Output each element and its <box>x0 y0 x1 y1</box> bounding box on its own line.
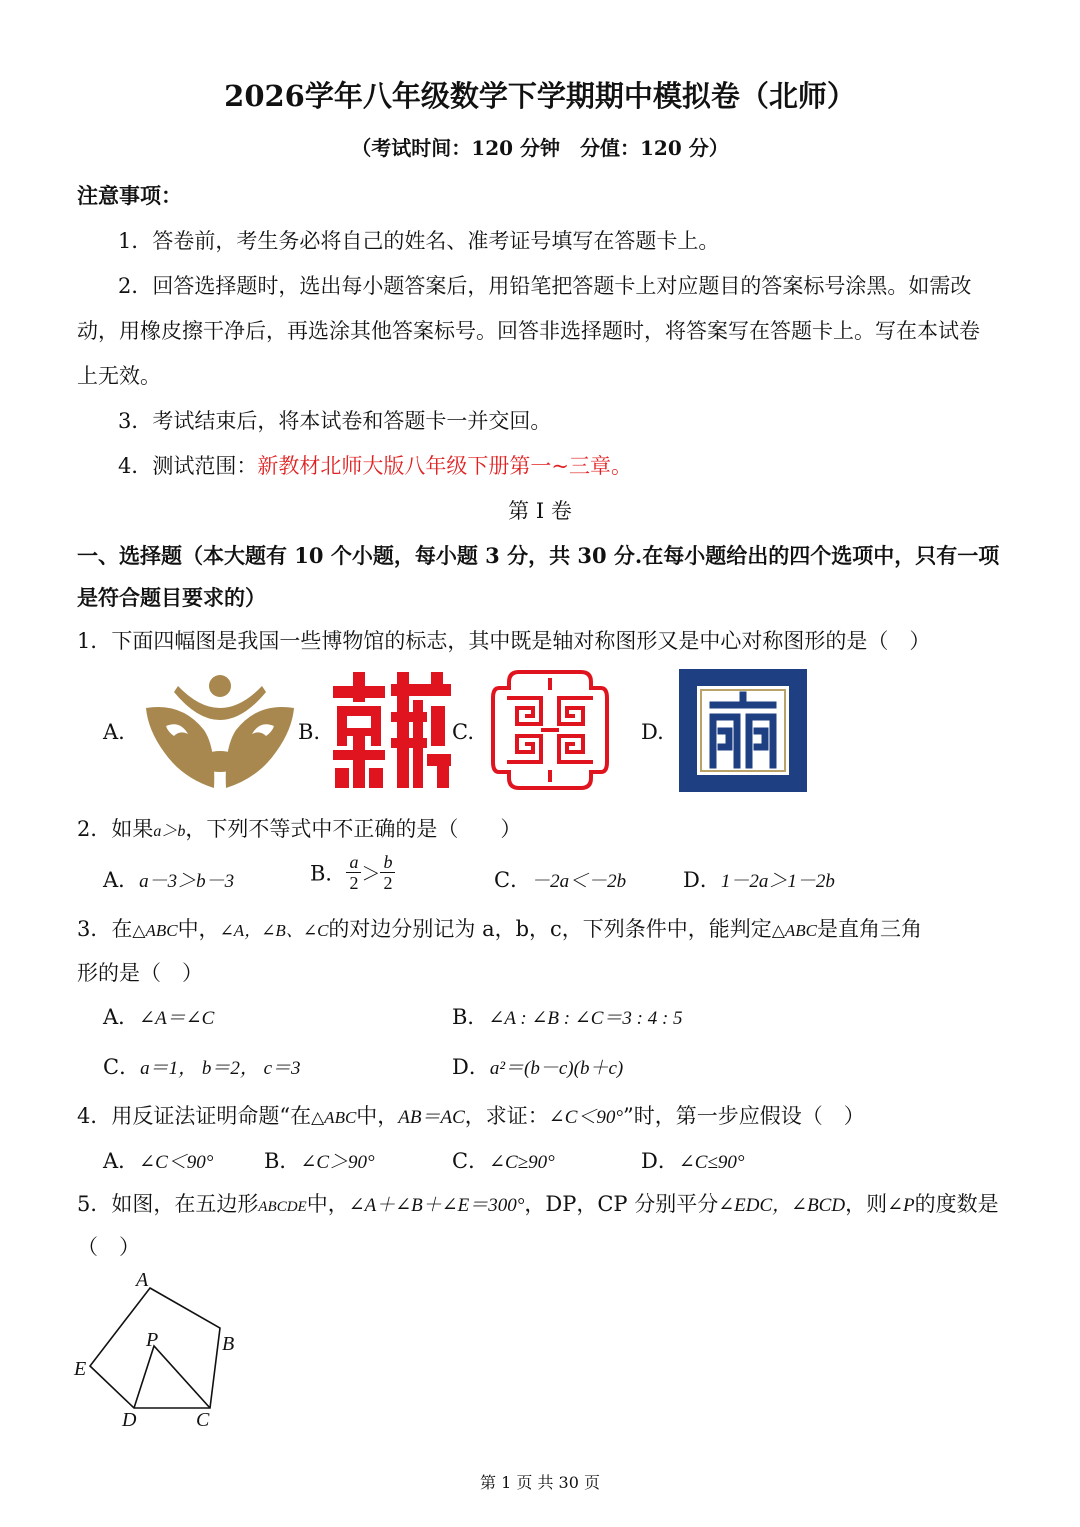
notice-item-2-line2: 动，用橡皮擦干净后，再选涂其他答案标号。回答非选择题时，将答案写在答题卡上。写在本试卷 <box>77 319 980 343</box>
notice-item-4 <box>118 450 632 480</box>
q4-part-d: ”时，第一步应假设（ ） <box>623 1104 865 1128</box>
q3-option-d-label: D． <box>452 1055 490 1079</box>
q2-frac-right-num: b <box>380 852 395 873</box>
q3-triangle: △ABC <box>132 921 178 940</box>
notice-item-3: 3．考试结束后，将本试卷和答题卡一并交回。 <box>118 409 552 433</box>
page-title: 2026学年八年级数学下学期期中模拟卷（北师） <box>224 79 856 113</box>
q4-option-a <box>103 1145 213 1175</box>
museum-logo-d <box>679 669 807 792</box>
q5-part-d: ，则 <box>845 1192 888 1216</box>
q4-triangle: △ABC <box>311 1108 357 1127</box>
q1-option-b-label: B. <box>298 720 321 744</box>
q2-prefix: 2．如果 <box>77 817 154 841</box>
q3-option-c-text: a＝1， b＝2， c＝3 <box>140 1058 301 1079</box>
q2-option-d <box>683 864 835 894</box>
q3-triangle-2: △ABC <box>771 921 817 940</box>
q3-option-b-label: B． <box>452 1005 489 1029</box>
q4-part-c: ，求证： <box>464 1104 549 1128</box>
q5-bisected-angles: ∠EDC，∠BCD <box>718 1195 846 1216</box>
q4-claim: ∠C＜90° <box>548 1107 623 1128</box>
q5-part-b: 中， <box>306 1192 349 1216</box>
page-footer: 第 1 页 共 30 页 <box>480 1473 600 1492</box>
q3-part-d: 是直角三角 <box>817 917 922 941</box>
question-1-stem: 1．下面四幅图是我国一些博物馆的标志，其中既是轴对称图形又是中心对称图形的是（ ） <box>77 629 931 653</box>
vertex-label-e: E <box>74 1358 87 1380</box>
q2-option-d-text: 1－2a＞1－2b <box>720 871 835 892</box>
q5-pentagon: ABCDE <box>258 1199 307 1215</box>
question-5-stem <box>77 1188 999 1218</box>
q4-option-d <box>641 1145 744 1175</box>
q2-option-d-label: D． <box>683 868 721 892</box>
q2-option-b-label: B． <box>310 861 347 886</box>
section-heading-line2: 是符合题目要求的） <box>77 585 266 610</box>
q2-suffix: ，下列不等式中不正确的是（ ） <box>185 817 522 841</box>
q2-option-c-label: C． <box>494 868 532 892</box>
q4-option-a-text: ∠C＜90° <box>139 1152 214 1173</box>
q5-part-a: 5．如图，在五边形 <box>77 1192 259 1216</box>
q1-option-d-label: D. <box>641 720 664 744</box>
vertex-label-p: P <box>146 1329 159 1351</box>
question-3-stem-line1 <box>77 913 922 943</box>
q4-option-b-text: ∠C＞90° <box>300 1152 375 1173</box>
q3-part-b: 中， <box>177 917 220 941</box>
q5-part-e: 的度数是 <box>914 1192 999 1216</box>
q4-option-b-label: B． <box>264 1149 301 1173</box>
vertex-label-a: A <box>136 1269 149 1291</box>
q4-option-c <box>452 1145 555 1175</box>
museum-logo-a <box>142 668 298 792</box>
q4-option-c-label: C． <box>452 1149 490 1173</box>
vertex-label-d: D <box>122 1409 137 1431</box>
museum-logo-b <box>333 672 451 788</box>
notice-item-4-prefix: 4．测试范围： <box>118 454 258 478</box>
museum-logo-c <box>489 668 611 792</box>
notice-item-2-line1: 2．回答选择题时，选出每小题答案后，用铅笔把答题卡上对应题目的答案标号涂黑。如需改 <box>118 274 972 298</box>
q3-option-a-label: A． <box>103 1005 140 1029</box>
q4-part-b: 中， <box>356 1104 399 1128</box>
q2-frac-left-den: 2 <box>349 873 359 893</box>
q5-angle-p: ∠P <box>887 1195 915 1216</box>
q2-frac-relation: ＞ <box>361 864 381 885</box>
q3-option-b-text: ∠A : ∠B : ∠C＝3 : 4 : 5 <box>488 1008 683 1029</box>
vertex-label-b: B <box>222 1333 235 1355</box>
volume-label: 第 I 卷 <box>508 499 572 523</box>
q2-option-c <box>494 864 626 894</box>
q3-angles: ∠A，∠B、∠C <box>219 921 329 940</box>
question-5-answer-paren: （ ） <box>77 1235 140 1259</box>
notice-item-2-line3: 上无效。 <box>77 364 161 388</box>
q2-condition: a＞b <box>153 823 186 840</box>
q4-option-d-label: D． <box>641 1149 679 1173</box>
test-scope: 新教材北师大版八年级下册第一~三章。 <box>257 454 632 478</box>
q2-frac-right <box>380 852 395 893</box>
q4-option-a-label: A． <box>103 1149 140 1173</box>
q3-option-c <box>103 1051 301 1081</box>
q1-option-c-label: C. <box>452 720 474 744</box>
q3-part-a: 3．在 <box>77 917 133 941</box>
q2-option-a <box>103 864 234 894</box>
q4-option-b <box>264 1145 375 1175</box>
vertex-label-c: C <box>196 1409 210 1431</box>
exam-info: （考试时间：120 分钟 分值：120 分） <box>351 136 729 160</box>
q3-option-a-text: ∠A＝∠C <box>139 1008 215 1029</box>
q3-option-a <box>103 1001 214 1031</box>
section-heading-line1: 一、选择题（本大题有 10 个小题，每小题 3 分，共 30 分.在每小题给出的四个选项中，只有一项 <box>77 543 1000 568</box>
q2-option-a-text: a－3＞b－3 <box>139 871 235 892</box>
q2-frac-left-num: a <box>346 852 361 873</box>
q3-option-d-text: a²＝(b－c)(b＋c) <box>489 1058 624 1079</box>
q2-frac-right-den: 2 <box>383 873 393 893</box>
question-4-stem <box>77 1100 865 1130</box>
notice-heading: 注意事项： <box>77 183 182 208</box>
q4-condition: AB＝AC <box>398 1107 465 1128</box>
q3-option-c-label: C． <box>103 1055 141 1079</box>
q2-frac-left <box>346 852 361 893</box>
q4-part-a: 4．用反证法证明命题“在 <box>77 1104 312 1128</box>
q3-part-c: 的对边分别记为 a，b，c，下列条件中，能判定 <box>328 917 772 941</box>
q4-option-c-text: ∠C≥90° <box>489 1152 555 1173</box>
q5-part-c: ，DP，CP 分别平分 <box>524 1192 719 1216</box>
q3-option-d <box>452 1051 623 1081</box>
q4-option-d-text: ∠C≤90° <box>678 1152 745 1173</box>
q2-option-c-text: －2a＜－2b <box>531 871 627 892</box>
q2-option-a-label: A． <box>103 868 140 892</box>
notice-item-1: 1．答卷前，考生务必将自己的姓名、准考证号填写在答题卡上。 <box>118 229 720 253</box>
question-2-stem <box>77 813 521 843</box>
q3-option-b <box>452 1001 683 1031</box>
q5-condition: ∠A＋∠B＋∠E＝300° <box>348 1195 525 1216</box>
pentagon-figure <box>70 1268 250 1434</box>
q2-option-b <box>310 852 395 900</box>
q1-option-a-label: A. <box>103 720 125 744</box>
question-3-stem-line2: 形的是（ ） <box>77 961 203 985</box>
